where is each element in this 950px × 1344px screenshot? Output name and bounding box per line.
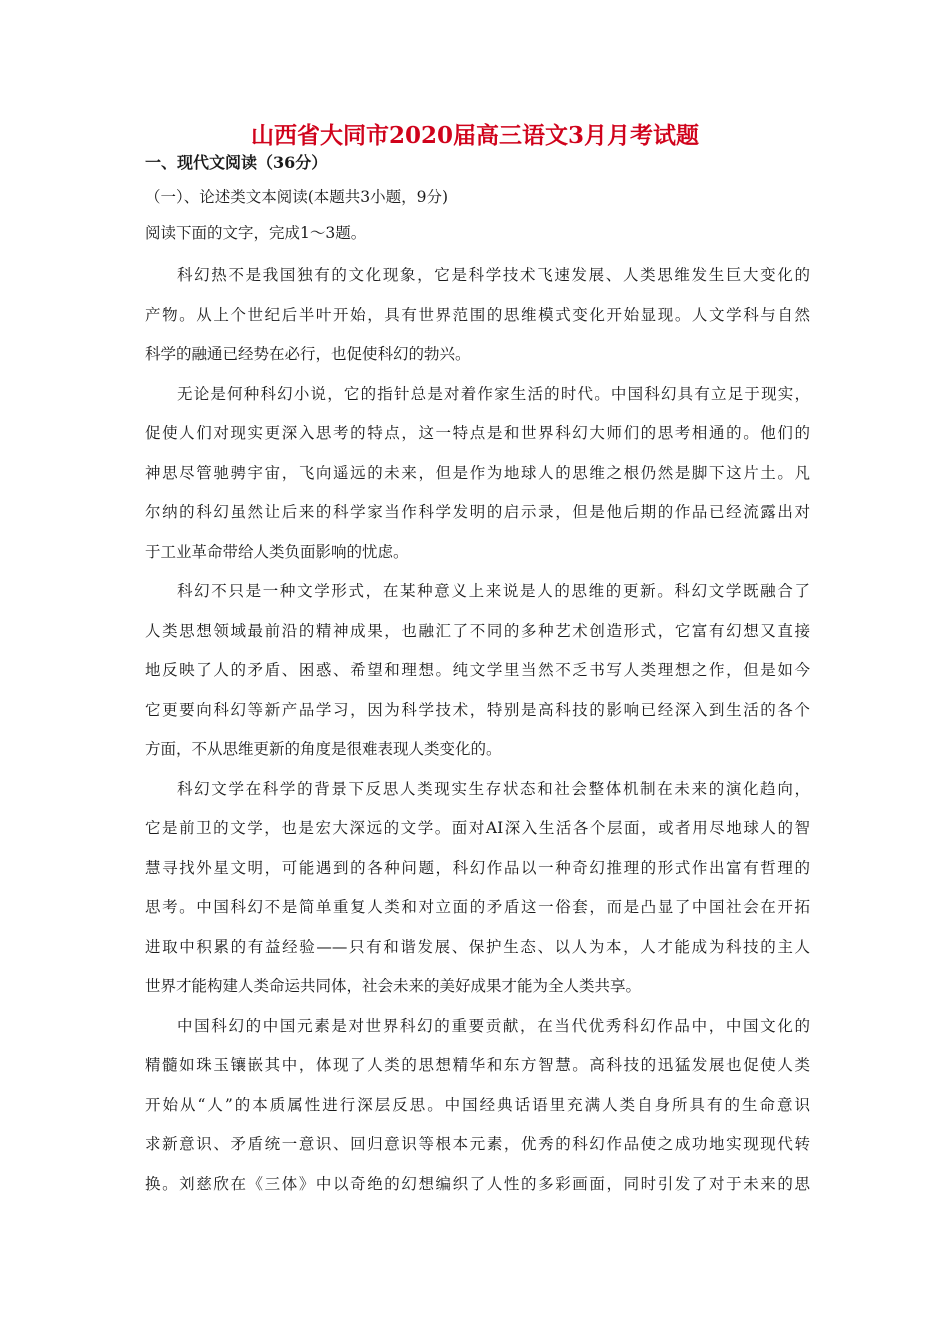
passage-line: 方面，不从思维更新的角度是很难表现人类变化的。 <box>145 740 502 758</box>
passage-line: 精髓如珠玉镶嵌其中，体现了人类的思想精华和东方智慧。高科技的迅猛发展也促使人类 <box>145 1056 810 1074</box>
passage-line: 它更要向科幻等新产品学习，因为科学技术，特别是高科技的影响已经深入到生活的各个 <box>145 700 810 719</box>
passage-line: 人类思想领域最前沿的精神成果，也融汇了不同的多种艺术创造形式，它富有幻想又直接 <box>145 621 810 640</box>
passage-line: 产物。从上个世纪后半叶开始，具有世界范围的思维模式变化开始显现。人文学科与自然 <box>145 305 810 324</box>
passage-line: 中国科幻的中国元素是对世界科幻的重要贡献，在当代优秀科幻作品中，中国文化的 <box>177 1016 810 1035</box>
document-title: 山西省大同市2020届高三语文3月月考试题 <box>250 122 700 149</box>
passage-line: 无论是何种科幻小说，它的指针总是对着作家生活的时代。中国科幻具有立足于现实， <box>177 384 810 403</box>
reading-instruction: 阅读下面的文字，完成1～3题。 <box>145 224 367 242</box>
passage-line: 地反映了人的矛盾、困惑、希望和理想。纯文学里当然不乏书写人类理想之作，但是如今 <box>145 661 810 679</box>
passage-line: 进取中积累的有益经验——只有和谐发展、保护生态、以人为本，人才能成为科技的主人 <box>145 937 810 956</box>
passage-line: 尔纳的科幻虽然让后来的科学家当作科学发明的启示录，但是他后期的作品已经流露出对 <box>145 503 810 521</box>
passage-line: 于工业革命带给人类负面影响的忧虑。 <box>145 542 409 561</box>
passage-line: 科幻文学在科学的背景下反思人类现实生存状态和社会整体机制在未来的演化趋向， <box>177 779 810 798</box>
passage-line: 促使人们对现实更深入思考的特点，这一特点是和世界科幻大师们的思考相通的。他们的 <box>145 424 810 442</box>
passage-line: 开始从“人”的本质属性进行深层反思。中国经典话语里充满人类自身所具有的生命意识 <box>145 1095 810 1114</box>
passage-line: 科幻热不是我国独有的文化现象，它是科学技术飞速发展、人类思维发生巨大变化的 <box>177 266 810 284</box>
passage-line: 世界才能构建人类命运共同体，社会未来的美好成果才能为全人类共享。 <box>145 977 642 995</box>
passage-line: 求新意识、矛盾统一意识、回归意识等根本元素，优秀的科幻作品使之成功地实现现代转 <box>145 1135 810 1153</box>
passage-body <box>145 256 810 1204</box>
passage-line: 换。刘慈欣在《三体》中以奇绝的幻想编织了人性的多彩画面，同时引发了对于未来的思 <box>145 1174 810 1193</box>
passage-line: 它是前卫的文学，也是宏大深远的文学。面对AI深入生活各个层面，或者用尽地球人的智 <box>145 819 810 837</box>
passage-line: 思考。中国科幻不是简单重复人类和对立面的矛盾这一俗套，而是凸显了中国社会在开拓 <box>145 898 810 916</box>
subsection-heading: （一）、论述类文本阅读(本题共3小题，9分) <box>145 188 449 206</box>
section-heading: 一、现代文阅读（36分） <box>145 153 328 172</box>
passage-line: 科学的融通已经势在必行，也促使科幻的勃兴。 <box>145 345 471 363</box>
passage-line: 科幻不只是一种文学形式，在某种意义上来说是人的思维的更新。科幻文学既融合了 <box>177 582 810 600</box>
passage-line: 慧寻找外星文明，可能遇到的各种问题，科幻作品以一种奇幻推理的形式作出富有哲理的 <box>145 858 810 877</box>
passage-line: 神思尽管驰骋宇宙，飞向遥远的未来，但是作为地球人的思维之根仍然是脚下这片土。凡 <box>145 463 810 482</box>
